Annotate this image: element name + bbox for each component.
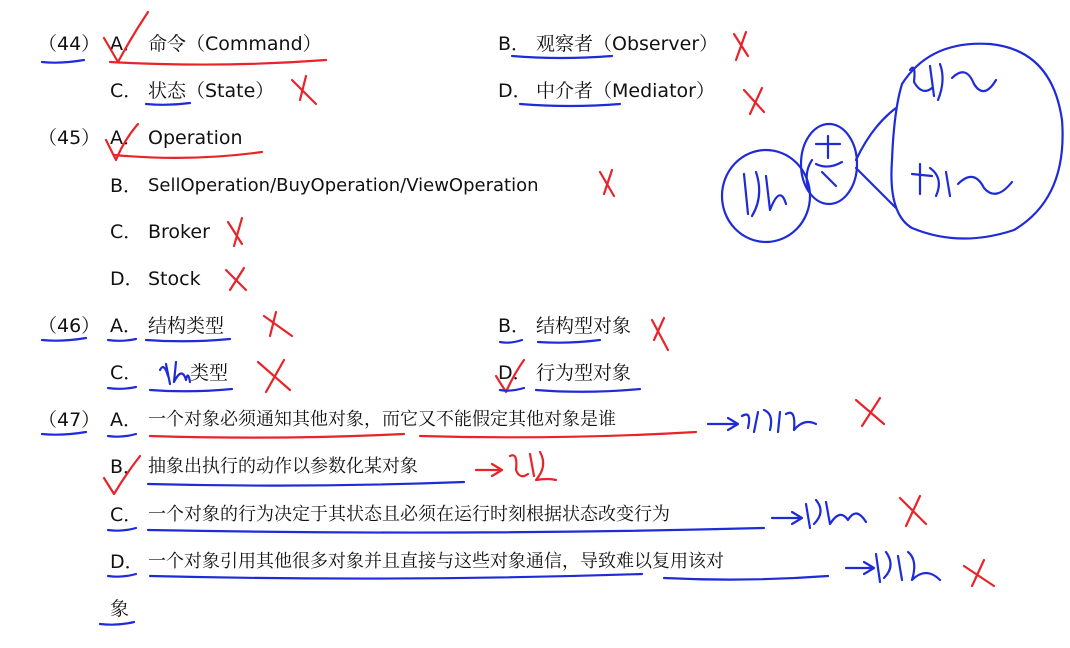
option-44-c-letter: C． <box>110 80 143 102</box>
cross-mark-47a <box>856 398 884 426</box>
option-44-a-text: 命令（Command） <box>148 33 322 55</box>
option-46-a-text: 结构类型 <box>148 315 225 337</box>
underline-44c <box>146 103 190 105</box>
note-mediator <box>876 552 940 582</box>
option-45-a-letter: A． <box>110 127 142 149</box>
mindmap-connector-2 <box>856 108 896 160</box>
cross-mark-46a <box>264 312 292 336</box>
note-command <box>510 452 556 480</box>
option-45-a-text: Operation <box>148 127 243 149</box>
mindmap-node-3-text-2 <box>912 164 1012 196</box>
option-47-a-letter: A． <box>110 409 142 431</box>
underline-46b-letter <box>500 340 522 343</box>
underline-47d-1 <box>150 574 642 579</box>
option-47-b-letter: B． <box>110 456 143 478</box>
cursor-icon <box>140 152 149 164</box>
option-45-b-letter: B． <box>110 175 143 197</box>
option-47-d-text: 一个对象引用其他很多对象并且直接与这些对象通信，导致难以复用该对 <box>148 551 724 572</box>
option-44-a-letter: A． <box>110 33 142 55</box>
option-44-c-text: 状态（State） <box>148 80 275 102</box>
question-number-45: （45） <box>38 127 101 149</box>
option-47-c-letter: C． <box>110 504 143 526</box>
option-47-d-continuation: 象 <box>110 598 130 620</box>
mindmap-node-1 <box>722 150 810 242</box>
option-45-d-letter: D． <box>110 268 144 290</box>
underline-47a-1 <box>150 434 404 438</box>
underline-46a-letter <box>108 339 136 341</box>
cross-mark-47d <box>964 560 994 586</box>
option-45-c-text: Broker <box>148 221 210 243</box>
mindmap-node-3-text-1 <box>910 64 996 100</box>
note-observer <box>742 410 816 432</box>
cross-mark-45b <box>600 170 614 196</box>
cross-mark-45d <box>226 268 246 290</box>
option-44-d-letter: D． <box>498 80 532 102</box>
underline-46d-letter <box>500 388 524 391</box>
note-state <box>806 500 866 528</box>
cross-mark-45c <box>228 218 242 246</box>
underline-47d-letter <box>108 574 136 577</box>
option-47-c-text: 一个对象的行为决定于其状态且必须在运行时刻根据状态改变行为 <box>148 504 670 525</box>
option-47-b-text: 抽象出执行的动作以参数化某对象 <box>148 456 418 477</box>
cross-mark-46c <box>258 360 290 392</box>
question-number-44: （44） <box>38 33 101 55</box>
option-44-b-letter: B． <box>498 33 531 55</box>
arrow-47a <box>708 418 738 430</box>
option-46-b-letter: B． <box>498 315 531 337</box>
underline-47d-2 <box>664 576 828 580</box>
option-44-d-text: 中介者（Mediator） <box>536 80 715 102</box>
option-46-d-letter: D． <box>498 362 532 384</box>
option-45-c-letter: C． <box>110 221 143 243</box>
option-47-d-letter: D． <box>110 551 144 573</box>
mindmap-connector-3 <box>856 168 896 208</box>
underline-47c-letter <box>108 528 136 531</box>
cross-mark-46b <box>652 318 668 350</box>
option-45-b-text: SellOperation/BuyOperation/ViewOperation <box>148 175 539 196</box>
underline-47a-2 <box>420 432 696 437</box>
cross-mark-44b <box>734 32 748 60</box>
arrow-47d <box>846 562 874 574</box>
underline-45a <box>114 152 262 158</box>
underline-46 <box>42 338 86 341</box>
mindmap-node-2-text <box>816 136 842 186</box>
mindmap-node-2 <box>801 124 857 204</box>
underline-44 <box>42 60 84 63</box>
question-number-46: （46） <box>38 315 101 337</box>
mindmap-connector-1 <box>807 160 812 188</box>
underline-46b <box>538 340 600 343</box>
option-46-b-text: 结构型对象 <box>536 315 632 337</box>
option-47-a-text: 一个对象必须通知其他对象，而它又不能假定其他对象是谁 <box>148 409 616 430</box>
underline-44a <box>110 60 326 65</box>
option-46-c-letter: C． <box>110 362 143 384</box>
underline-47b <box>148 482 464 486</box>
underline-47 <box>42 432 86 435</box>
cross-mark-44c <box>292 76 316 104</box>
mindmap-node-3 <box>891 44 1062 239</box>
underline-47c <box>148 528 764 533</box>
underline-47a-letter <box>108 434 136 437</box>
option-45-d-text: Stock <box>148 268 201 290</box>
cross-mark-47c <box>900 496 926 526</box>
underline-46a <box>146 339 230 341</box>
underline-47-continuation <box>100 622 134 625</box>
underline-46d <box>536 389 640 392</box>
cross-mark-44d <box>744 88 764 114</box>
underline-44b <box>512 56 612 58</box>
handwriting-46c <box>160 362 190 384</box>
underline-46c <box>150 389 232 391</box>
option-44-b-text: 观察者（Observer） <box>536 33 719 55</box>
underline-44d <box>520 104 620 106</box>
option-46-d-text: 行为型对象 <box>536 362 632 384</box>
option-46-c-text: 类型 <box>190 362 229 384</box>
underline-46c-letter <box>108 387 136 389</box>
arrow-47b <box>476 464 502 476</box>
option-46-a-letter: A． <box>110 315 142 337</box>
arrow-47c <box>772 512 802 524</box>
question-number-47: （47） <box>38 409 101 431</box>
mindmap-node-1-text <box>744 172 786 216</box>
